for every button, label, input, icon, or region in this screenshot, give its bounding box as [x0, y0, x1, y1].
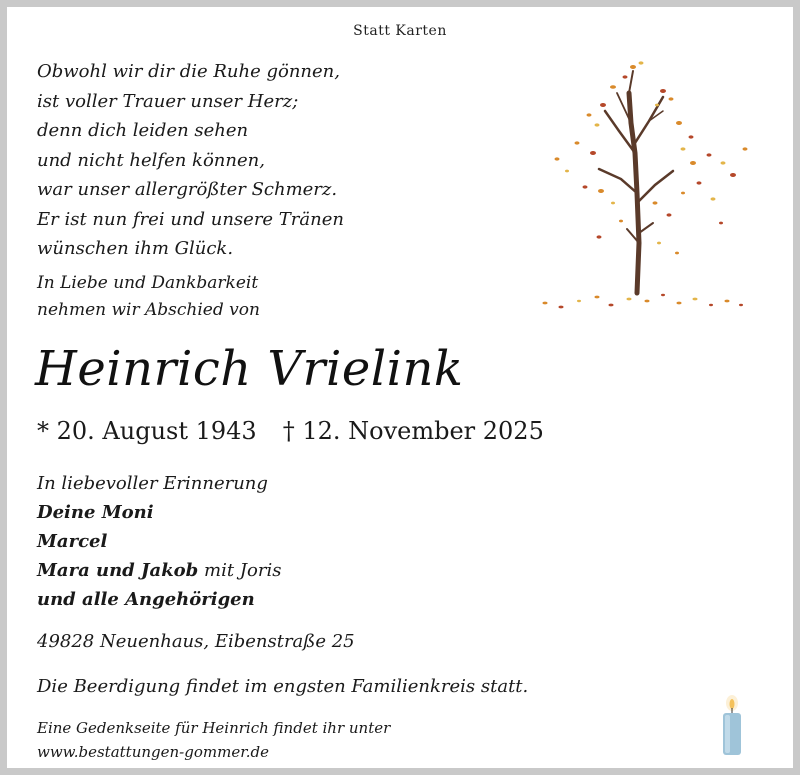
poem-line: Er ist nun frei und unsere Tränen: [37, 208, 344, 230]
birth-date: * 20. August 1943: [37, 417, 257, 445]
family-member: und alle Angehörigen: [37, 589, 255, 610]
poem: [37, 57, 344, 264]
family-member-bold: Mara und Jakob: [37, 560, 199, 581]
poem-line: ist voller Trauer unser Herz;: [37, 90, 299, 112]
header-label: Statt Karten: [353, 23, 447, 39]
memorial-line: Eine Gedenkseite für Heinrich findet ihr unter: [37, 719, 391, 737]
family-member: Deine Moni: [37, 502, 154, 523]
family-member: [37, 556, 281, 585]
poem-line: war unser allergrößter Schmerz.: [37, 179, 338, 200]
address: 49828 Neuenhaus, Eibenstraße 25: [37, 631, 355, 652]
memorial-note: [37, 716, 390, 764]
poem-line: denn dich leiden sehen: [37, 120, 249, 141]
farewell-line: In Liebe und Dankbarkeit: [37, 273, 259, 293]
autumn-tree-icon: [533, 53, 759, 315]
memorial-url[interactable]: www.bestattungen-gommer.de: [37, 743, 269, 761]
funeral-note: Die Beerdigung findet im engsten Familienkreis statt.: [37, 676, 529, 697]
poem-line: Obwohl wir dir die Ruhe gönnen,: [37, 61, 340, 82]
farewell-text: [37, 270, 260, 324]
family-member: Marcel: [37, 531, 108, 552]
obituary-card: [7, 7, 793, 768]
life-dates: [37, 417, 544, 445]
poem-line: und nicht helfen können,: [37, 149, 265, 171]
family-member-rest: mit Joris: [198, 560, 282, 581]
death-date: † 12. November 2025: [282, 417, 544, 445]
family-intro: In liebevoller Erinnerung: [37, 473, 268, 494]
deceased-name: Heinrich Vrielink: [35, 341, 464, 397]
poem-line: wünschen ihm Glück.: [37, 238, 234, 259]
family-list: [37, 469, 281, 614]
candle-icon: [719, 695, 745, 757]
farewell-line: nehmen wir Abschied von: [37, 300, 260, 320]
